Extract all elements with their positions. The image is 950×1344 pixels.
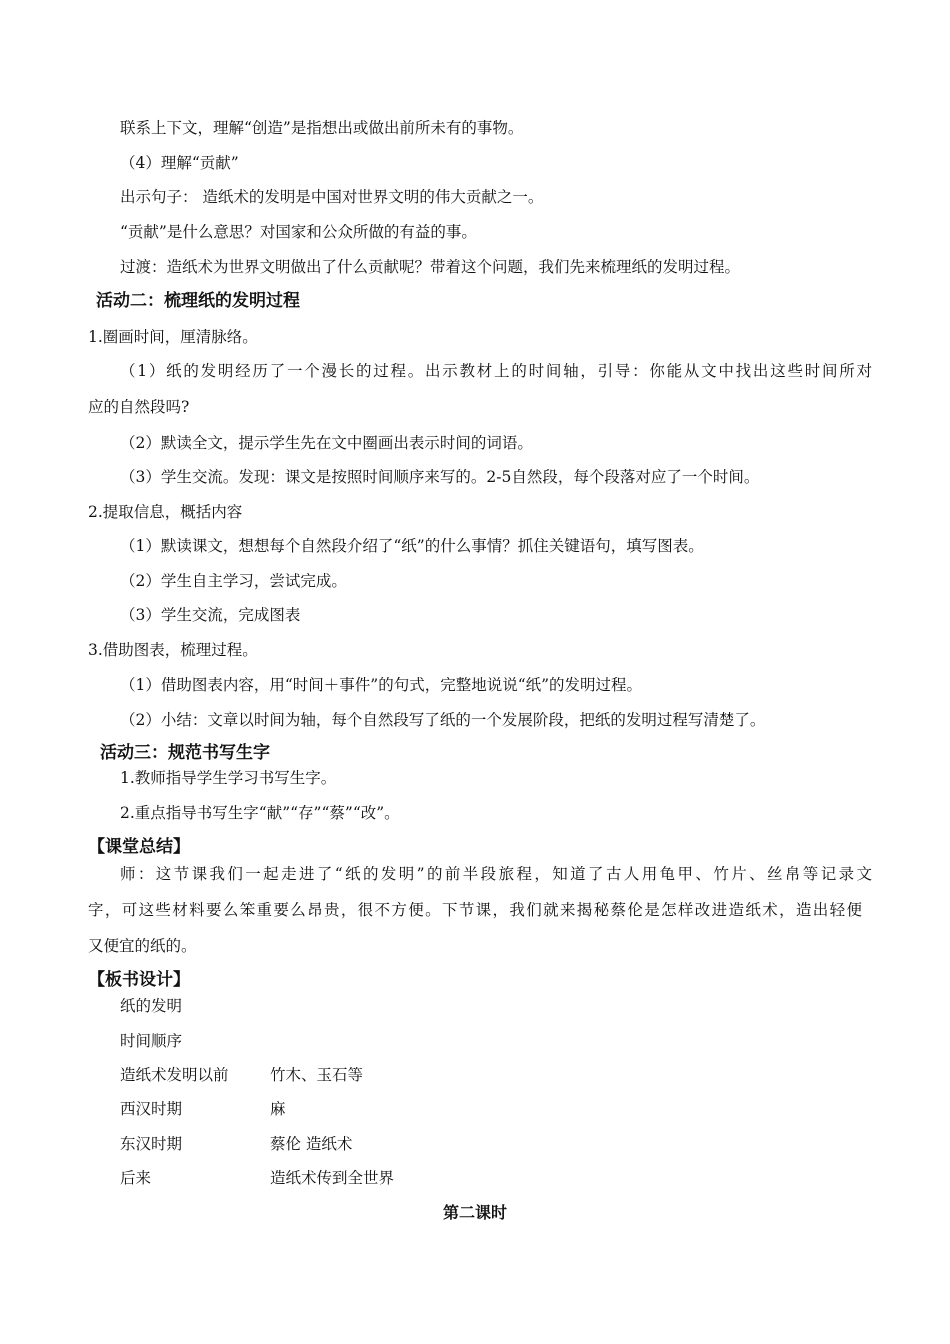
summary-line-2: 字，可这些材料要么笨重要么昂贵，很不方便。下节课，我们就来揭秘蔡伦是怎样改进造纸术，造出轻便	[88, 901, 862, 919]
board-row-time: 东汉时期	[120, 1135, 183, 1153]
activity2-step-3a: （1）借助图表内容，用“时间＋事件”的句式，完整地说说“纸”的发明过程。	[120, 676, 643, 694]
activity2-step-2: 2.提取信息，概括内容	[88, 503, 243, 521]
activity2-step-1a-line-2: 应的自然段吗?	[88, 398, 190, 416]
intro-line-1: 联系上下文，理解“创造”是指想出或做出前所未有的事物。	[120, 119, 524, 137]
activity2-step-1a-line-1: （1）纸的发明经历了一个漫长的过程。出示教材上的时间轴，引导：你能从文中找出这些时间所对	[120, 362, 872, 380]
board-row-time: 西汉时期	[120, 1100, 183, 1118]
board-row-event: 蔡伦 造纸术	[270, 1135, 353, 1153]
summary-line-3: 又便宜的纸的。	[88, 937, 197, 955]
activity2-step-2c: （3）学生交流，完成图表	[120, 606, 301, 624]
board-row-time: 造纸术发明以前	[120, 1066, 229, 1084]
board-heading: 【板书设计】	[88, 970, 190, 990]
board-row-time: 后来	[120, 1169, 152, 1187]
intro-line-4: “贡献”是什么意思？对国家和公众所做的有益的事。	[120, 223, 477, 241]
activity2-step-3: 3.借助图表，梳理过程。	[88, 641, 258, 659]
activity3-item-1: 1.教师指导学生学习书写生字。	[120, 769, 337, 787]
activity2-step-1: 1.圈画时间，厘清脉络。	[88, 328, 258, 346]
activity2-heading: 活动二：梳理纸的发明过程	[96, 291, 300, 311]
board-line-order: 时间顺序	[120, 1032, 183, 1050]
board-row-event: 麻	[270, 1100, 286, 1118]
activity2-step-1b: （2）默读全文，提示学生先在文中圈画出表示时间的词语。	[120, 434, 533, 452]
activity3-item-2: 2.重点指导书写生字“献”“存”“蔡”“改”。	[120, 804, 400, 822]
board-line-title: 纸的发明	[120, 997, 183, 1015]
activity2-step-2a: （1）默读课文，想想每个自然段介绍了“纸”的什么事情？抓住关键语句，填写图表。	[120, 537, 704, 555]
board-row-event: 竹木、玉石等	[270, 1066, 364, 1084]
activity2-step-2b: （2）学生自主学习，尝试完成。	[120, 572, 347, 590]
intro-line-2: （4）理解“贡献”	[120, 154, 239, 172]
summary-heading: 【课堂总结】	[88, 837, 190, 857]
intro-line-3: 出示句子： 造纸术的发明是中国对世界文明的伟大贡献之一。	[120, 188, 544, 206]
activity2-step-3b: （2）小结：文章以时间为轴，每个自然段写了纸的一个发展阶段，把纸的发明过程写清楚了。	[120, 711, 766, 729]
summary-line-1: 师：这节课我们一起走进了“纸的发明”的前半段旅程，知道了古人用龟甲、竹片、丝帛等记录文	[120, 865, 872, 883]
intro-line-5: 过渡：造纸术为世界文明做出了什么贡献呢？带着这个问题，我们先来梳理纸的发明过程。	[120, 258, 741, 276]
activity2-step-1c: （3）学生交流。发现：课文是按照时间顺序来写的。2-5自然段，每个段落对应了一个时间。	[120, 468, 760, 486]
next-lesson-title: 第二课时	[442, 1203, 507, 1222]
activity3-heading: 活动三：规范书写生字	[100, 743, 270, 763]
board-row-event: 造纸术传到全世界	[270, 1169, 395, 1187]
